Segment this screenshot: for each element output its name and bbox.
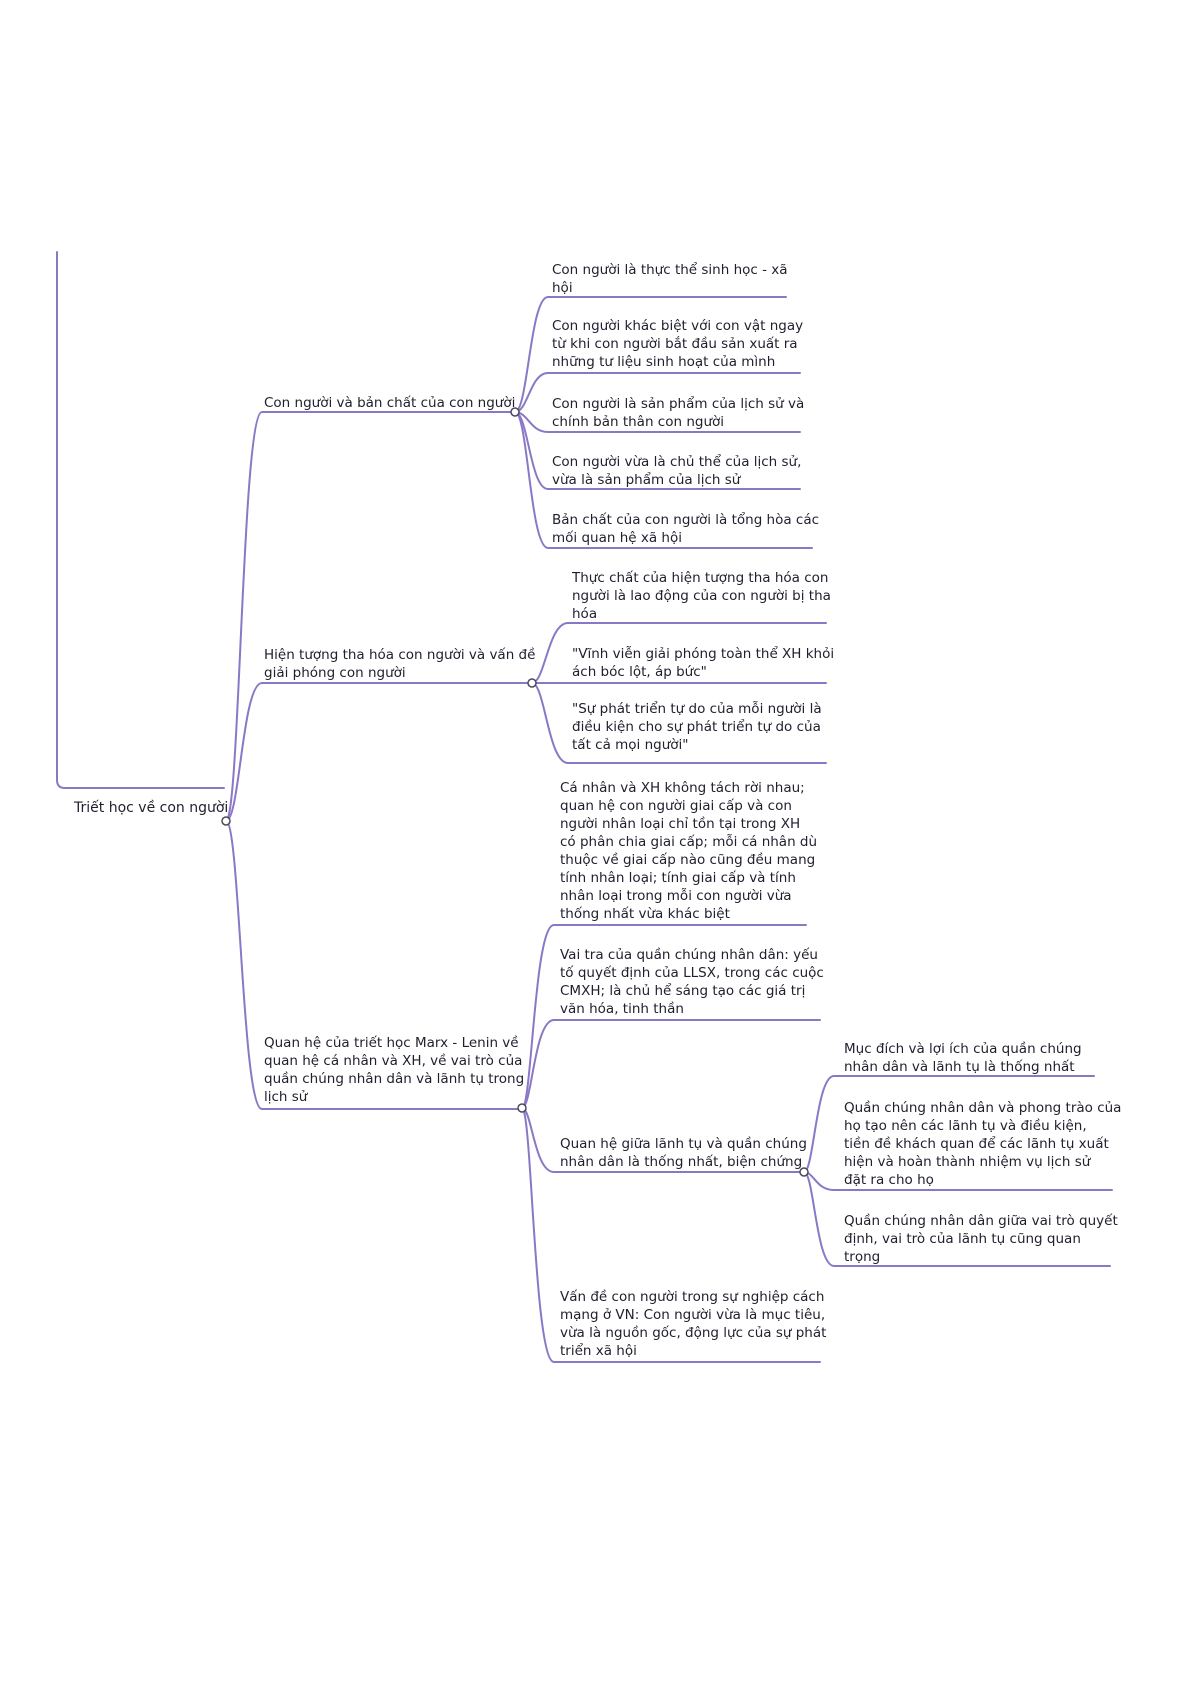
branch-1-child-5: Bản chất của con người là tổng hòa các mối quan hệ xã hội [552, 512, 820, 546]
branch-2-child-3: "Sự phát triển tự do của mỗi người là điều kiện cho sự phát triển tự do của tất cả mọi người" [572, 701, 822, 753]
branch-1-child-4: Con người vừa là chủ thể của lịch sử, vừa là sản phẩm của lịch sử [552, 454, 802, 488]
branch-3-child-2: Vai tra của quần chúng nhân dân: yếu tố quyết định của LLSX, trong các cuộc CMXH; là chủ hể sáng tạo các giá trị văn hóa, tinh thần [560, 947, 824, 1017]
branch-3-child-3: Quan hệ giữa lãnh tụ và quần chúng nhân dân là thống nhất, biện chứng [560, 1136, 807, 1170]
branch-2-child-2: "Vĩnh viễn giải phóng toàn thể XH khỏi ách bóc lột, áp bức" [572, 646, 835, 680]
branch-1-child-1: Con người là thực thể sinh học - xã hội [552, 262, 788, 296]
branch-1-topic: Con người và bản chất của con người [264, 395, 516, 411]
branch-2-topic: Hiện tượng tha hóa con người và vấn đề giải phóng con người [264, 647, 536, 681]
branch-3-child-1: Cá nhân và XH không tách rời nhau; quan hệ con người giai cấp và con người nhân loại chỉ tồn tại trong XH có phân chia giai cấp; mỗi cá nhân dù thuộc về giai cấp nào cũng đều mang tính nhân loại; tính giai cấp và tính nhân loại trong mỗi con người vừa thống nhất vừa khác biệt [560, 780, 818, 922]
branch-3-child-4: Vấn đề con người trong sự nghiệp cách mạng ở VN: Con người vừa là mục tiêu, vừa là nguồn gốc, động lực của sự phát triển xã hội [560, 1289, 827, 1359]
sub-branch-child-1: Mục đích và lợi ích của quần chúng nhân dân và lãnh tụ là thống nhất [844, 1041, 1082, 1075]
root-topic: Triết học về con người [74, 800, 229, 816]
sub-branch-child-3: Quần chúng nhân dân giữa vai trò quyết định, vai trò của lãnh tụ cũng quan trọng [844, 1213, 1118, 1265]
branch-1-child-2: Con người khác biệt với con vật ngay từ khi con người bắt đầu sản xuất ra những tư liệu sinh hoạt của mình [552, 318, 804, 370]
sub-branch-child-2: Quần chúng nhân dân và phong trào của họ tạo nên các lãnh tụ và điều kiện, tiền đề khách quan để các lãnh tụ xuất hiện và hoàn thành nhiệm vụ lịch sử đặt ra cho họ [844, 1100, 1122, 1188]
branch-2-child-1: Thực chất của hiện tượng tha hóa con người là lao động của con người bị tha hóa [572, 570, 831, 622]
branch-1-child-3: Con người là sản phẩm của lịch sử và chính bản thân con người [552, 396, 805, 430]
branch-3-topic: Quan hệ của triết học Marx - Lenin về quan hệ cá nhân và XH, về vai trò của quần chúng nhân dân và lãnh tụ trong lịch sử [264, 1035, 525, 1105]
